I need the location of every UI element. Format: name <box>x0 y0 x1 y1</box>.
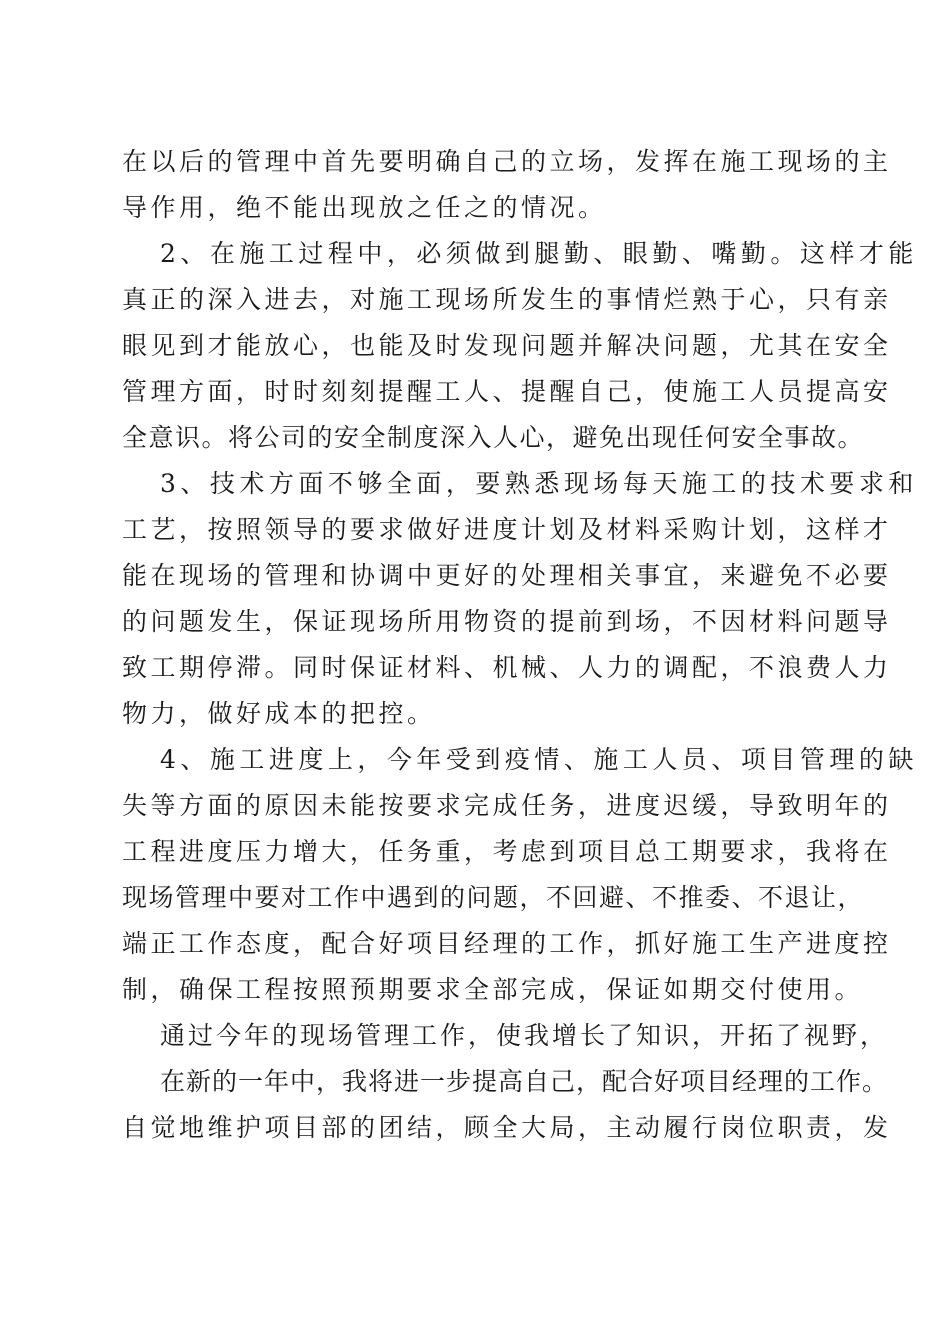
text-line: 端正工作态度，配合好项目经理的工作，抓好施工生产进度控 <box>122 929 892 958</box>
text-line: 的问题发生，保证现场所用物资的提前到场，不因材料问题导 <box>122 607 892 636</box>
text-line: 在以后的管理中首先要明确自己的立场，发挥在施工现场的主 <box>122 147 892 176</box>
text-line: 导作用，绝不能出现放之任之的情况。 <box>122 193 607 222</box>
text-line: 真正的深入进去，对施工现场所发生的事情烂熟于心，只有亲 <box>122 285 892 314</box>
text-line: 制，确保工程按照预期要求全部完成，保证如期交付使用。 <box>122 975 864 1004</box>
text-line: 工程进度压力增大，任务重，考虑到项目总工期要求，我将在 <box>122 837 892 866</box>
text-line: 工艺，按照领导的要求做好进度计划及材料采购计划，这样才 <box>122 515 892 544</box>
text-line: 管理方面，时时刻刻提醒工人、提醒自己，使施工人员提高安 <box>122 377 892 406</box>
text-line: 现场管理中要对工作中遇到的问题，不回避、不推委、不退让， <box>122 883 865 912</box>
paragraph-3-first-line: 3、技术方面不够全面，要熟悉现场每天施工的技术要求和 <box>160 469 918 498</box>
text-line: 眼见到才能放心，也能及时发现问题并解决问题，尤其在安全 <box>122 331 892 360</box>
paragraph-2-first-line: 2、在施工过程中，必须做到腿勤、眼勤、嘴勤。这样才能 <box>160 239 918 268</box>
text-line: 全意识。将公司的安全制度深入人心，避免出现任何安全事故。 <box>122 423 865 452</box>
paragraph-5-first-line: 通过今年的现场管理工作，使我增长了知识，开拓了视野， <box>160 1021 889 1050</box>
text-line: 自觉地维护项目部的团结，顾全大局，主动履行岗位职责，发 <box>122 1113 892 1142</box>
text-line: 失等方面的原因未能按要求完成任务，进度迟缓，导致明年的 <box>122 791 892 820</box>
text-line: 致工期停滞。同时保证材料、机械、人力的调配，不浪费人力 <box>122 653 892 682</box>
paragraph-4-first-line: 4、施工进度上，今年受到疫情、施工人员、项目管理的缺 <box>160 745 918 774</box>
text-line: 能在现场的管理和协调中更好的处理相关事宜，来避免不必要 <box>122 561 892 590</box>
text-line: 物力，做好成本的把控。 <box>122 699 436 728</box>
text-line: 在新的一年中，我将进一步提高自己，配合好项目经理的工作。 <box>160 1067 889 1096</box>
